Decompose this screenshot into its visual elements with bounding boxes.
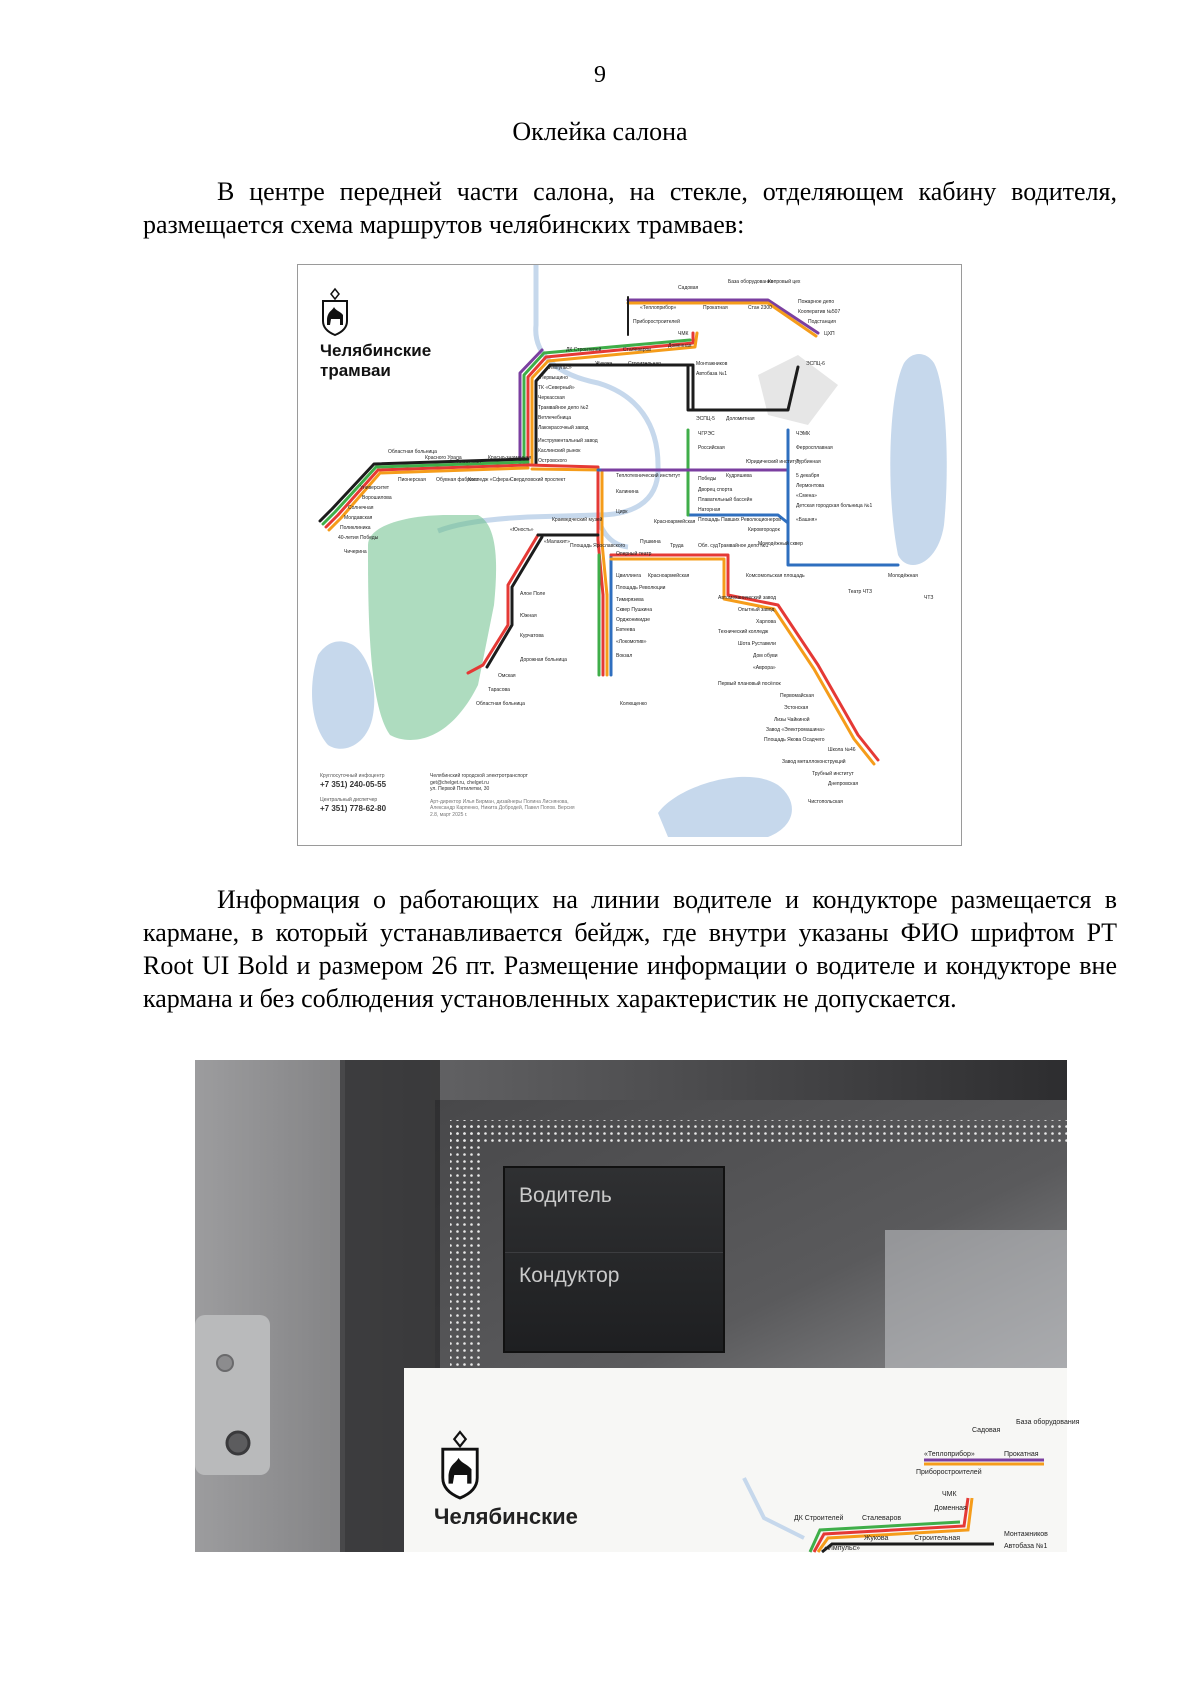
stop-label: Монтажников — [696, 361, 728, 367]
stop-label: 40-летия Победы — [338, 535, 379, 541]
stop-label: Колющенко — [620, 701, 647, 707]
stop-label: Чичерина — [344, 549, 367, 555]
stop-label: Харлова — [756, 619, 776, 625]
stop-label: Победы — [698, 476, 717, 482]
stop-label: «Башня» — [796, 517, 818, 523]
stop-label: Алое Поле — [520, 591, 546, 597]
map-sheet-photo — [404, 1368, 1080, 1552]
stop-label: Поликлиника — [340, 525, 371, 531]
stop-label: Турбинная — [796, 459, 821, 465]
stop-label: Оперный театр — [616, 551, 652, 557]
stop-label: Лакокрасочный завод — [538, 425, 589, 431]
sheet-stop-label: Строительная — [914, 1535, 961, 1542]
stop-label: Лизы Чайкиной — [774, 717, 810, 723]
stop-label: ЧМК — [678, 331, 689, 337]
stop-label: «Юность» — [510, 527, 534, 533]
stop-label: Обл. суд — [698, 543, 718, 549]
stop-label: Теплотехнический институт — [616, 473, 681, 479]
stop-label: «Смена» — [796, 493, 817, 499]
sheet-stop-label: База оборудования — [1016, 1419, 1080, 1426]
stop-label: Южная — [520, 613, 537, 619]
stop-label: Строительная — [628, 361, 661, 367]
stop-label: «Теплоприбор» — [640, 305, 677, 311]
stop-label: Наторная — [698, 507, 721, 513]
stop-label: Стан 2300 — [748, 305, 772, 311]
stop-label: Площадь Революции — [616, 585, 666, 591]
stop-label: Ворошилова — [362, 495, 392, 501]
stop-label: Копровый цех — [768, 279, 801, 285]
stop-label: Ветлечебница — [538, 415, 572, 421]
stop-label: Первомайская — [780, 693, 814, 699]
stop-label: Кудряшева — [726, 473, 752, 479]
stop-label: Приборостроителей — [633, 319, 680, 325]
badge-conductor-label: Кондуктор — [519, 1264, 620, 1287]
stop-label: Трубный институт — [812, 771, 854, 777]
sheet-stop-label: Сталеваров — [862, 1515, 902, 1522]
stop-label: Шота Руставели — [738, 641, 776, 647]
chelyabinsk-coat-of-arms-icon — [320, 289, 350, 335]
stop-label: ЧТЗ — [924, 595, 934, 601]
stop-label: Красного Урала — [425, 455, 462, 461]
sheet-stop-label: Автобаза №1 — [1004, 1543, 1048, 1550]
stop-label: Черкасская — [538, 395, 565, 401]
stop-label: Трамвайное депо №1 — [718, 543, 769, 549]
page-number: 9 — [594, 62, 606, 88]
stop-label: Автомеханический завод — [718, 595, 777, 601]
photo-window-right — [885, 1230, 1067, 1380]
line-blue-se — [788, 523, 898, 565]
stop-label: Свердловский проспект — [510, 477, 566, 483]
org-address: ул. Первой Пятилетки, 30 — [430, 786, 490, 792]
dotted-frame-top — [450, 1120, 1067, 1146]
stop-label: Садовая — [678, 285, 699, 291]
stop-label: Островского — [538, 458, 567, 464]
photo-lock-icon — [227, 1432, 249, 1454]
map-title — [320, 341, 431, 381]
stop-label: «Малахит» — [544, 539, 570, 545]
stop-label: ЧЭМК — [796, 431, 811, 437]
stop-label: Вокзал — [616, 653, 633, 659]
stop-label: Молодёжная — [888, 573, 918, 579]
stop-label: Днепровская — [828, 781, 859, 787]
stop-label: Ферросплавная — [796, 445, 833, 451]
stop-label: Первыщино — [540, 375, 568, 381]
stop-label: ДК Строителей — [566, 347, 602, 353]
stop-label: База оборудования — [728, 279, 774, 285]
badge-driver-label: Водитель — [519, 1184, 612, 1207]
stop-label: Тарасова — [488, 687, 510, 693]
stop-label: Комсомольская площадь — [746, 573, 805, 579]
tram-route-map — [297, 264, 962, 846]
stop-label: Площадь Павших Революционеров — [698, 517, 781, 523]
stop-label: Эстонская — [784, 705, 809, 711]
footer-organization — [430, 773, 580, 818]
sheet-stop-label: ЧМК — [942, 1491, 957, 1498]
stop-label: Университет — [360, 485, 390, 491]
stop-label: Автобаза №1 — [696, 371, 727, 377]
stop-label: Пожарное депо — [798, 299, 835, 305]
badge-paragraph: Информация о работающих на линии водителе и кондукторе размещается в кармане, в который устанавливается бейдж, где внутри указаны ФИО шрифтом PT Root UI Bold и размером 26 пт. Размещение информации о водителе и кондукторе вне кармана и без соблюдения установленных характеристик не допускается. — [143, 885, 1117, 1013]
photo-screw-icon — [217, 1355, 233, 1371]
sheet-river — [744, 1478, 804, 1538]
sheet-stop-label: Садовая — [972, 1427, 1001, 1434]
stop-label: Кировгородок — [748, 527, 780, 533]
section-title: Оклейка салона — [512, 117, 688, 146]
map-credits: Арт-директор Илья Бирман, дизайнеры Полина Лиснянова, Александр Карпенко, Никита Добродей, Павел Попов. Версия 2.8, март 2025 г. — [430, 798, 575, 818]
stop-label: Российская — [698, 445, 725, 451]
info-caption: Круглосуточный инфоцентр — [320, 773, 385, 779]
stop-label: Каслинский рынок — [538, 448, 581, 454]
stop-label: Чистопольская — [808, 799, 843, 805]
dispatch-phone: +7 351) 778-62-80 — [320, 804, 387, 813]
stop-label: Завод «Электромашина» — [766, 727, 825, 733]
map-title-line-2: трамваи — [320, 361, 391, 380]
stop-label: ЦХП — [824, 331, 835, 337]
map-lake-south — [658, 777, 792, 837]
sheet-coat-of-arms-icon — [438, 1432, 482, 1498]
stop-label: Юридический институт — [746, 459, 800, 465]
map-lake-east — [890, 354, 946, 565]
line-orange-central — [532, 469, 607, 595]
map-lake-west — [312, 641, 374, 748]
driver-conductor-badge — [503, 1166, 725, 1353]
stop-label: Инструментальный завод — [538, 438, 598, 444]
sheet-stop-label: Доменная — [934, 1505, 967, 1512]
stop-label: Орджоникидзе — [616, 617, 651, 623]
stop-label: Тимирязева — [616, 597, 644, 603]
stop-label: Прокатная — [703, 305, 728, 311]
stop-label: Омская — [498, 673, 516, 679]
dotted-frame-left — [450, 1120, 480, 1410]
stop-label: Красноармейская — [654, 519, 696, 525]
sheet-map-fragment — [744, 1368, 1080, 1552]
stop-label: Дорожная больница — [520, 657, 567, 663]
sheet-stop-label: Монтажников — [1004, 1531, 1048, 1538]
stop-label: ЧГРЭС — [698, 431, 715, 437]
stop-label: Лермонтова — [796, 483, 825, 489]
stop-label: Доломитная — [726, 416, 755, 422]
intro-paragraph: В центре передней части салона, на стекле, отделяющем кабину водителя, размещается схема маршрутов челябинских трамваев: — [143, 177, 1117, 239]
stop-label: Пионерская — [398, 477, 426, 483]
stop-label: Молдавская — [344, 515, 373, 521]
stop-label: ТК «Северный» — [538, 385, 575, 391]
stop-label: Дворец спорта — [698, 487, 733, 493]
stop-label: Калинина — [616, 489, 639, 495]
sheet-stop-label: Прокатная — [1004, 1451, 1039, 1458]
stop-label: Кооператив №507 — [798, 309, 841, 315]
stop-label: Областная больница — [388, 449, 437, 455]
stop-label: Красно-знаменная — [488, 455, 532, 461]
dispatch-caption: Центральный диспетчер — [320, 797, 378, 803]
stop-label: Красноармейская — [648, 573, 690, 579]
stop-label: Технический колледж — [718, 629, 769, 635]
stop-label: Опытный завод — [738, 607, 775, 613]
stop-label: Евтеева — [616, 627, 636, 633]
sheet-stop-label: ДК Строителей — [794, 1515, 844, 1522]
stop-label: Трамвайное депо №2 — [538, 405, 589, 411]
stop-label: Дом обуви — [753, 653, 778, 659]
line-red-central — [528, 465, 603, 595]
cabin-badge-photo — [195, 1060, 1080, 1552]
stop-label: Завод металлоконструкций — [782, 759, 846, 765]
stop-label: Жукова — [595, 361, 613, 367]
sheet-stop-label: Жукова — [864, 1535, 889, 1542]
map-factory-zone — [758, 355, 838, 425]
footer-contacts — [320, 773, 420, 821]
stop-label: Доменная — [668, 343, 692, 349]
stop-label: Сквер Пушкина — [616, 607, 652, 613]
stop-label: Подстанция — [808, 319, 836, 325]
stop-label: Плавательный бассейн — [698, 497, 753, 503]
stop-label: Цвиллинга — [616, 573, 642, 579]
sheet-stop-label: Приборостроителей — [916, 1469, 982, 1476]
stop-label: Курчатова — [520, 633, 544, 639]
stop-label: Молодёжный сквер — [758, 541, 803, 547]
map-title-line-1: Челябинские — [320, 341, 432, 360]
sheet-stop-label: «Теплоприбор» — [924, 1451, 975, 1458]
info-phone: +7 351) 240-05-55 — [320, 780, 387, 789]
stop-label: Школа №46 — [828, 747, 856, 753]
stop-label: Колледж «Сфера» — [468, 477, 512, 483]
stop-label: «Локомотив» — [616, 639, 647, 645]
badge-divider — [505, 1252, 723, 1253]
sheet-stop-label: «Импульс» — [824, 1545, 860, 1552]
stop-label: «Импульс» — [546, 365, 572, 371]
stop-label: Тепличная — [456, 459, 481, 465]
stop-label: ЭСПЦ-6 — [806, 361, 825, 367]
org-email: get@chelget.ru, chelget.ru — [430, 779, 489, 786]
stop-label: Труда — [670, 543, 684, 549]
stop-label: Площадь Якова Осадчего — [764, 737, 825, 743]
photo-wall-panel — [195, 1060, 345, 1552]
stop-label: Детская городская больница №1 — [796, 503, 873, 509]
stop-label: Краеведческий музей — [552, 517, 603, 523]
sheet-title: Челябинские — [434, 1504, 578, 1529]
stop-label: Обувная фабрика — [436, 477, 478, 483]
stop-label: Театр ЧТЗ — [848, 589, 873, 595]
stop-label: 5 декабря — [796, 473, 820, 479]
stop-label: Площадь Ярославского — [570, 543, 626, 549]
stop-label: ЭСПЦ-5 — [696, 416, 715, 422]
stop-label: Областная больница — [476, 701, 525, 707]
stop-label: Пушкина — [640, 539, 661, 545]
stop-label: Первый плановый посёлок — [718, 681, 781, 687]
org-name: Челябинский городской электротранспорт — [430, 773, 528, 779]
stop-label: Солнечная — [348, 505, 374, 511]
stop-label: «Аврора» — [753, 665, 776, 671]
stop-label: Сталеваров — [623, 347, 651, 353]
stop-label: Цирк — [616, 509, 628, 515]
